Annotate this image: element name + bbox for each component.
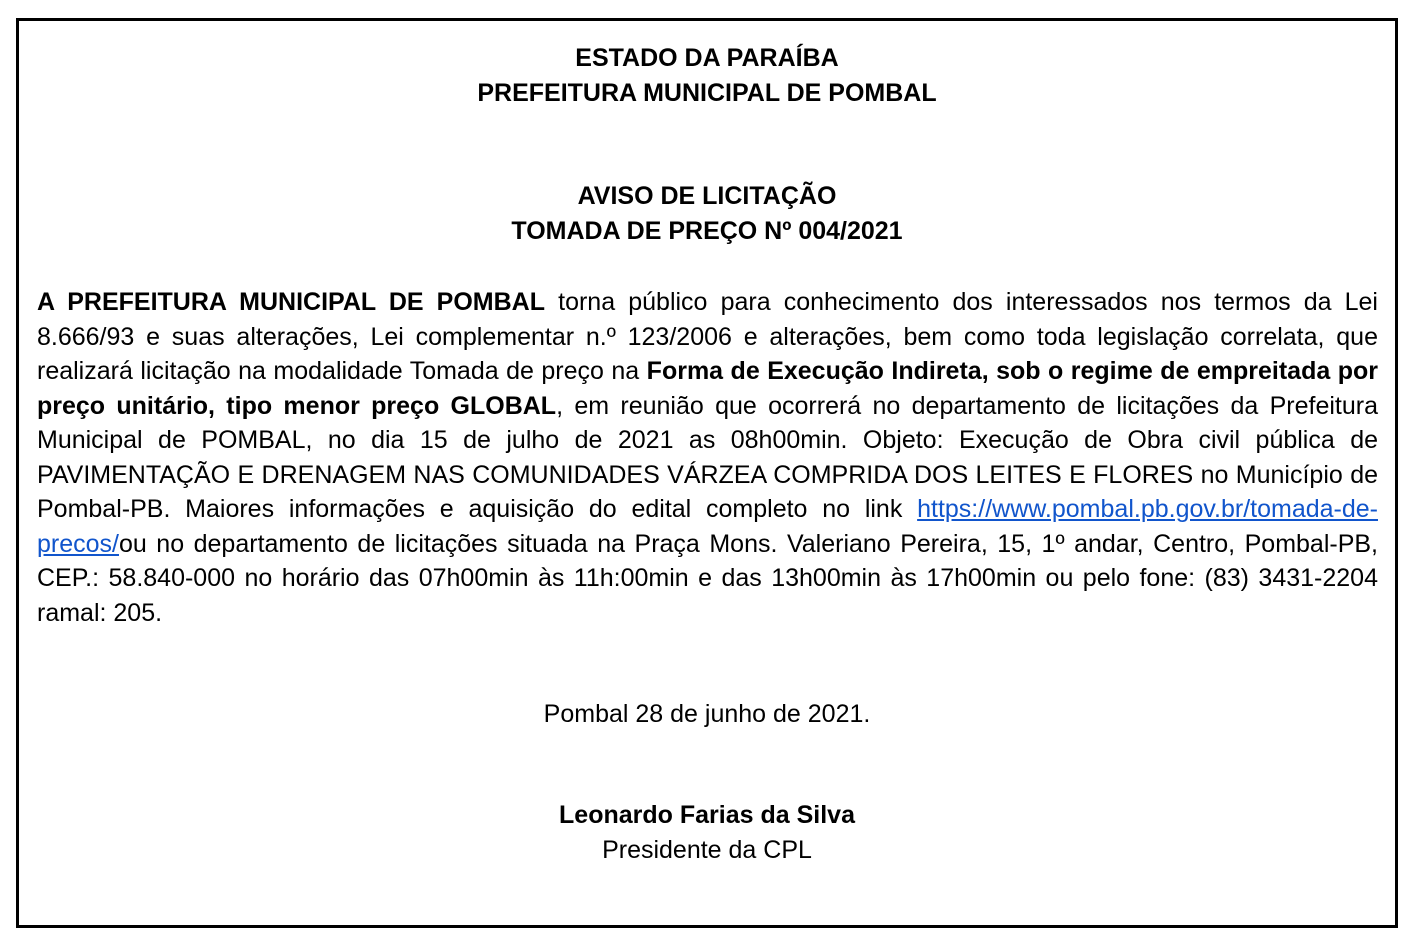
notice-frame: [16, 18, 1398, 928]
notice-heading: [19, 179, 1395, 249]
body-text-2: , em reunião que ocorrerá no departamento de licitações da Prefeitura Municipal de POMBAL, no dia 15 de julho de 2021 as 08h00min. Objeto: Execução de Obra civil pública de PAVIMENTAÇÃO E DRENAGEM NAS COMUNIDADES VÁRZEA COMPRIDA DOS LEITES E FLORES no Município de Pombal-PB. Maiores informações e aquisição do edital completo no link: [37, 391, 1378, 523]
edital-link[interactable]: https://www.pombal.pb.gov.br/tomada-de-precos/: [37, 495, 1378, 558]
notice-body: [37, 285, 1378, 630]
body-text-1: torna público para conhecimento dos interessados nos termos da Lei 8.666/93 e suas alterações, Lei complementar n.º 123/2006 e alterações, bem como toda legislação correlata, que realizará licitação na modalidade Tomada de preço na: [37, 288, 1378, 385]
notice-subtitle: TOMADA DE PREÇO Nº 004/2021: [511, 217, 903, 245]
body-bold-execution: Forma de Execução Indireta, sob o regime de empreitada por preço unitário, tipo menor preço GLOBAL: [37, 357, 1378, 420]
notice-title: AVISO DE LICITAÇÃO: [577, 182, 837, 210]
issuer-header: [19, 41, 1395, 111]
municipality-name: PREFEITURA MUNICIPAL DE POMBAL: [477, 79, 937, 107]
body-lead-bold: A PREFEITURA MUNICIPAL DE POMBAL: [37, 288, 546, 316]
body-text-3: ou no departamento de licitações situada na Praça Mons. Valeriano Pereira, 15, 1º andar, Centro, Pombal-PB, CEP.: 58.840-000 no horário das 07h00min às 11h:00min e das 13h00min às 17h00min ou pelo fone: (83) 3431-2204 ramal: 205.: [37, 529, 1378, 627]
signatory-name: Leonardo Farias da Silva: [559, 801, 855, 829]
state-name: ESTADO DA PARAÍBA: [575, 44, 839, 72]
date-line: Pombal 28 de junho de 2021.: [543, 700, 871, 728]
signatory-role: Presidente da CPL: [602, 836, 812, 864]
